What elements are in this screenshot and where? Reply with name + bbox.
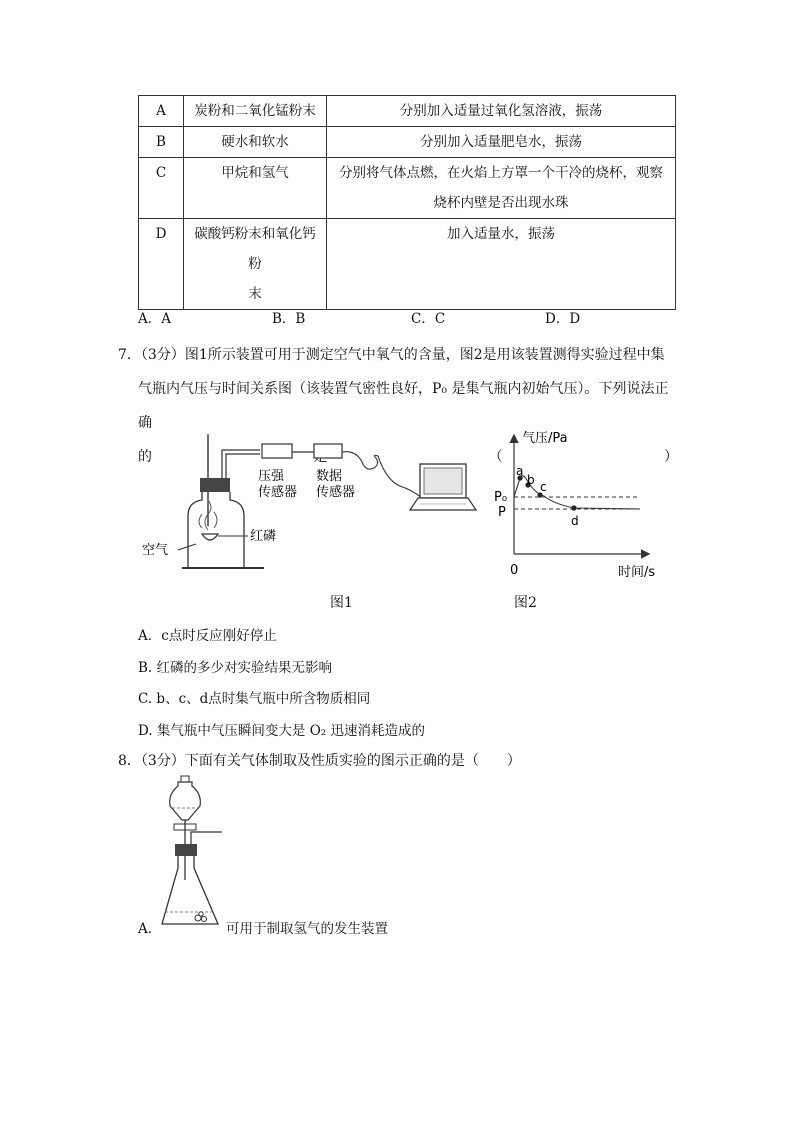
delivery-tube [191,832,222,844]
q7-word: （ [488,449,503,465]
pressure-sensor [262,444,292,458]
row-item: 硬水和软水 [184,127,327,158]
q7-option-c[interactable]: C. b、c、d点时集气瓶中所含物质相同 [138,691,371,707]
point-d [571,505,576,510]
row-method: 分别加入适量肥皂水，振荡 [327,127,676,158]
figure-2-graph [490,428,680,580]
row-item-line: 末 [248,286,262,302]
point-d-label: d [571,514,579,528]
choice-d[interactable]: D．D [545,311,581,327]
row-method-line: 烧杯内壁是否出现水珠 [433,195,569,211]
row-label: C [139,158,184,219]
table-row [139,219,676,310]
row-item: 甲烷和氢气 [184,158,327,219]
conical-flask [162,856,218,924]
row-method [327,158,676,219]
row-label: B [139,127,184,158]
row-method-line: 分别将气体点燃，在火焰上方罩一个干冷的烧杯，观察 [339,165,663,181]
origin-label: 0 [510,563,519,578]
q7-word: 的 [138,449,152,465]
q7-line: 气瓶内气压与时间关系图（该装置气密性良好，P₀ 是集气瓶内初始气压）。下列说法正确 [138,381,669,431]
table-row [139,158,676,219]
row-method: 加入适量水，振荡 [327,219,676,310]
label-data-sensor-2: 传感器 [316,485,356,500]
stopper [175,844,197,856]
point-c-label: c [540,480,547,494]
label-red-phosphorus: 红磷 [250,529,277,544]
label-data-sensor-1: 数据 [316,469,343,484]
figure-1-apparatus [130,428,480,578]
q6-table [138,95,676,310]
choice-a[interactable]: A．A [138,311,171,327]
row-item [184,219,327,310]
data-sensor [314,444,342,458]
figure-2-caption: 图2 [514,595,537,611]
y-axis-label: 气压/Pa [522,431,568,446]
figure-1-caption: 图1 [330,595,353,611]
q7-option-b[interactable]: B. 红磷的多少对实验结果无影响 [138,660,333,676]
p-label: P [498,505,506,520]
q8-option-a-text: 可用于制取氢气的发生装置 [226,921,388,937]
p0-label: P₀ [494,490,508,505]
point-a-label: a [516,464,524,478]
q8-stem: 8．（3分）下面有关气体制取及性质实验的图示正确的是（ ） [118,753,521,769]
stopper [200,478,230,492]
q7-option-a[interactable]: A．c点时反应刚好停止 [138,628,277,644]
table-row [139,96,676,127]
q8-apparatus [160,774,230,934]
label-pressure-sensor-2: 传感器 [258,485,298,500]
row-label: D [139,219,184,310]
row-method: 分别加入适量过氧化氢溶液，振荡 [327,96,676,127]
q7-word: ） [663,449,678,465]
label-air: 空气 [142,543,169,558]
delivery-tube [226,454,260,480]
table-row [139,127,676,158]
row-item-line: 碳酸钙粉末和氧化钙粉 [194,226,316,272]
separatory-funnel [170,782,201,820]
label-pressure-sensor-1: 压强 [258,469,285,484]
combustion-spoon [202,534,218,540]
q7-line: 7．（3分）图1所示装置可用于测定空气中氧气的含量，图2是用该装置测得实验过程中集 [118,347,665,363]
q8-option-a-label[interactable]: A． [138,921,162,937]
row-item: 炭粉和二氧化锰粉末 [184,96,327,127]
gas-jar [188,492,244,568]
choice-b[interactable]: B．B [272,311,306,327]
row-label: A [139,96,184,127]
choice-c[interactable]: C．C [411,311,446,327]
x-axis-label: 时间/s [618,565,656,580]
q7-option-d[interactable]: D. 集气瓶中气压瞬间变大是 O₂ 迅速消耗造成的 [138,723,425,739]
point-b-label: b [527,473,535,487]
